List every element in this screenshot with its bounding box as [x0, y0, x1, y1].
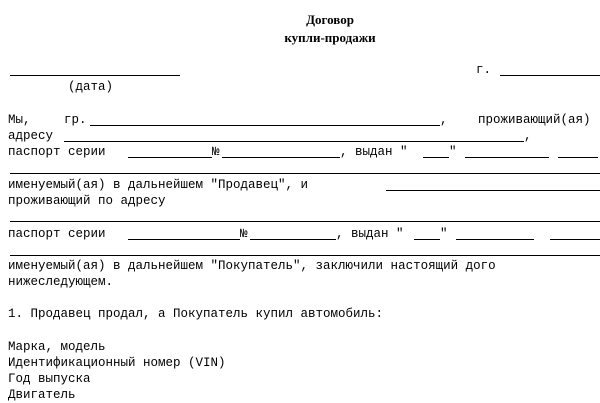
- passport2-close-quote: ": [440, 227, 448, 241]
- date-caption: (дата): [68, 80, 114, 94]
- passport1-close-quote: ": [449, 145, 457, 159]
- p1-address-label: адресу: [8, 129, 54, 143]
- field-vin: Идентификационный номер (VIN): [8, 356, 226, 370]
- buyer-text: именуемый(ая) в дальнейшем "Покупатель", заключили настоящий дого: [8, 259, 496, 273]
- city-prefix: г.: [476, 63, 492, 77]
- field-make-model: Марка, модель: [8, 340, 106, 354]
- buyer-address-blank: [10, 221, 600, 222]
- passport2-issued: , выдан ": [336, 227, 404, 241]
- passport1-number-blank: [222, 157, 340, 158]
- doc-title-line2: купли-продажи: [284, 30, 376, 45]
- passport1-day-blank: [423, 157, 449, 158]
- passport2-day-blank: [414, 239, 440, 240]
- passport1-issued: , выдан ": [340, 145, 408, 159]
- field-engine: Двигатель: [8, 388, 76, 402]
- section-1-heading: 1. Продавец продал, а Покупатель купил автомобиль:: [8, 307, 384, 321]
- p1-living: проживающий(ая): [478, 113, 591, 127]
- passport2-month-blank: [456, 239, 534, 240]
- date-blank: [10, 75, 180, 76]
- passport1-year-blank: [558, 157, 598, 158]
- buyer-living-address: проживающий по адресу: [8, 194, 166, 208]
- passport1-issuer-blank: [10, 173, 600, 174]
- field-year: Год выпуска: [8, 372, 91, 386]
- p1-name-comma: ,: [440, 113, 448, 127]
- passport1-month-blank: [465, 157, 549, 158]
- passport1-number-sign: №: [212, 145, 220, 159]
- p1-address-comma: ,: [524, 129, 532, 143]
- buyer-text-2: нижеследующем.: [8, 275, 114, 289]
- passport2-issuer-blank: [10, 255, 600, 256]
- buyer-name-blank: [386, 190, 600, 191]
- passport2-year-blank: [550, 239, 600, 240]
- seller-text: именуемый(ая) в дальнейшем "Продавец", и: [8, 178, 309, 192]
- p1-we: Мы,: [8, 113, 31, 127]
- doc-title-line1: Договор: [306, 12, 354, 27]
- passport2-label: паспорт серии: [8, 227, 106, 241]
- p1-citizen: гр.: [64, 113, 87, 127]
- passport2-number-sign: №: [240, 227, 248, 241]
- city-blank: [500, 75, 600, 76]
- p1-name-blank: [90, 125, 440, 126]
- passport1-label: паспорт серии: [8, 145, 106, 159]
- p1-address-blank: [64, 141, 524, 142]
- passport1-series-blank: [128, 157, 212, 158]
- passport2-series-blank: [128, 239, 240, 240]
- passport2-number-blank: [250, 239, 336, 240]
